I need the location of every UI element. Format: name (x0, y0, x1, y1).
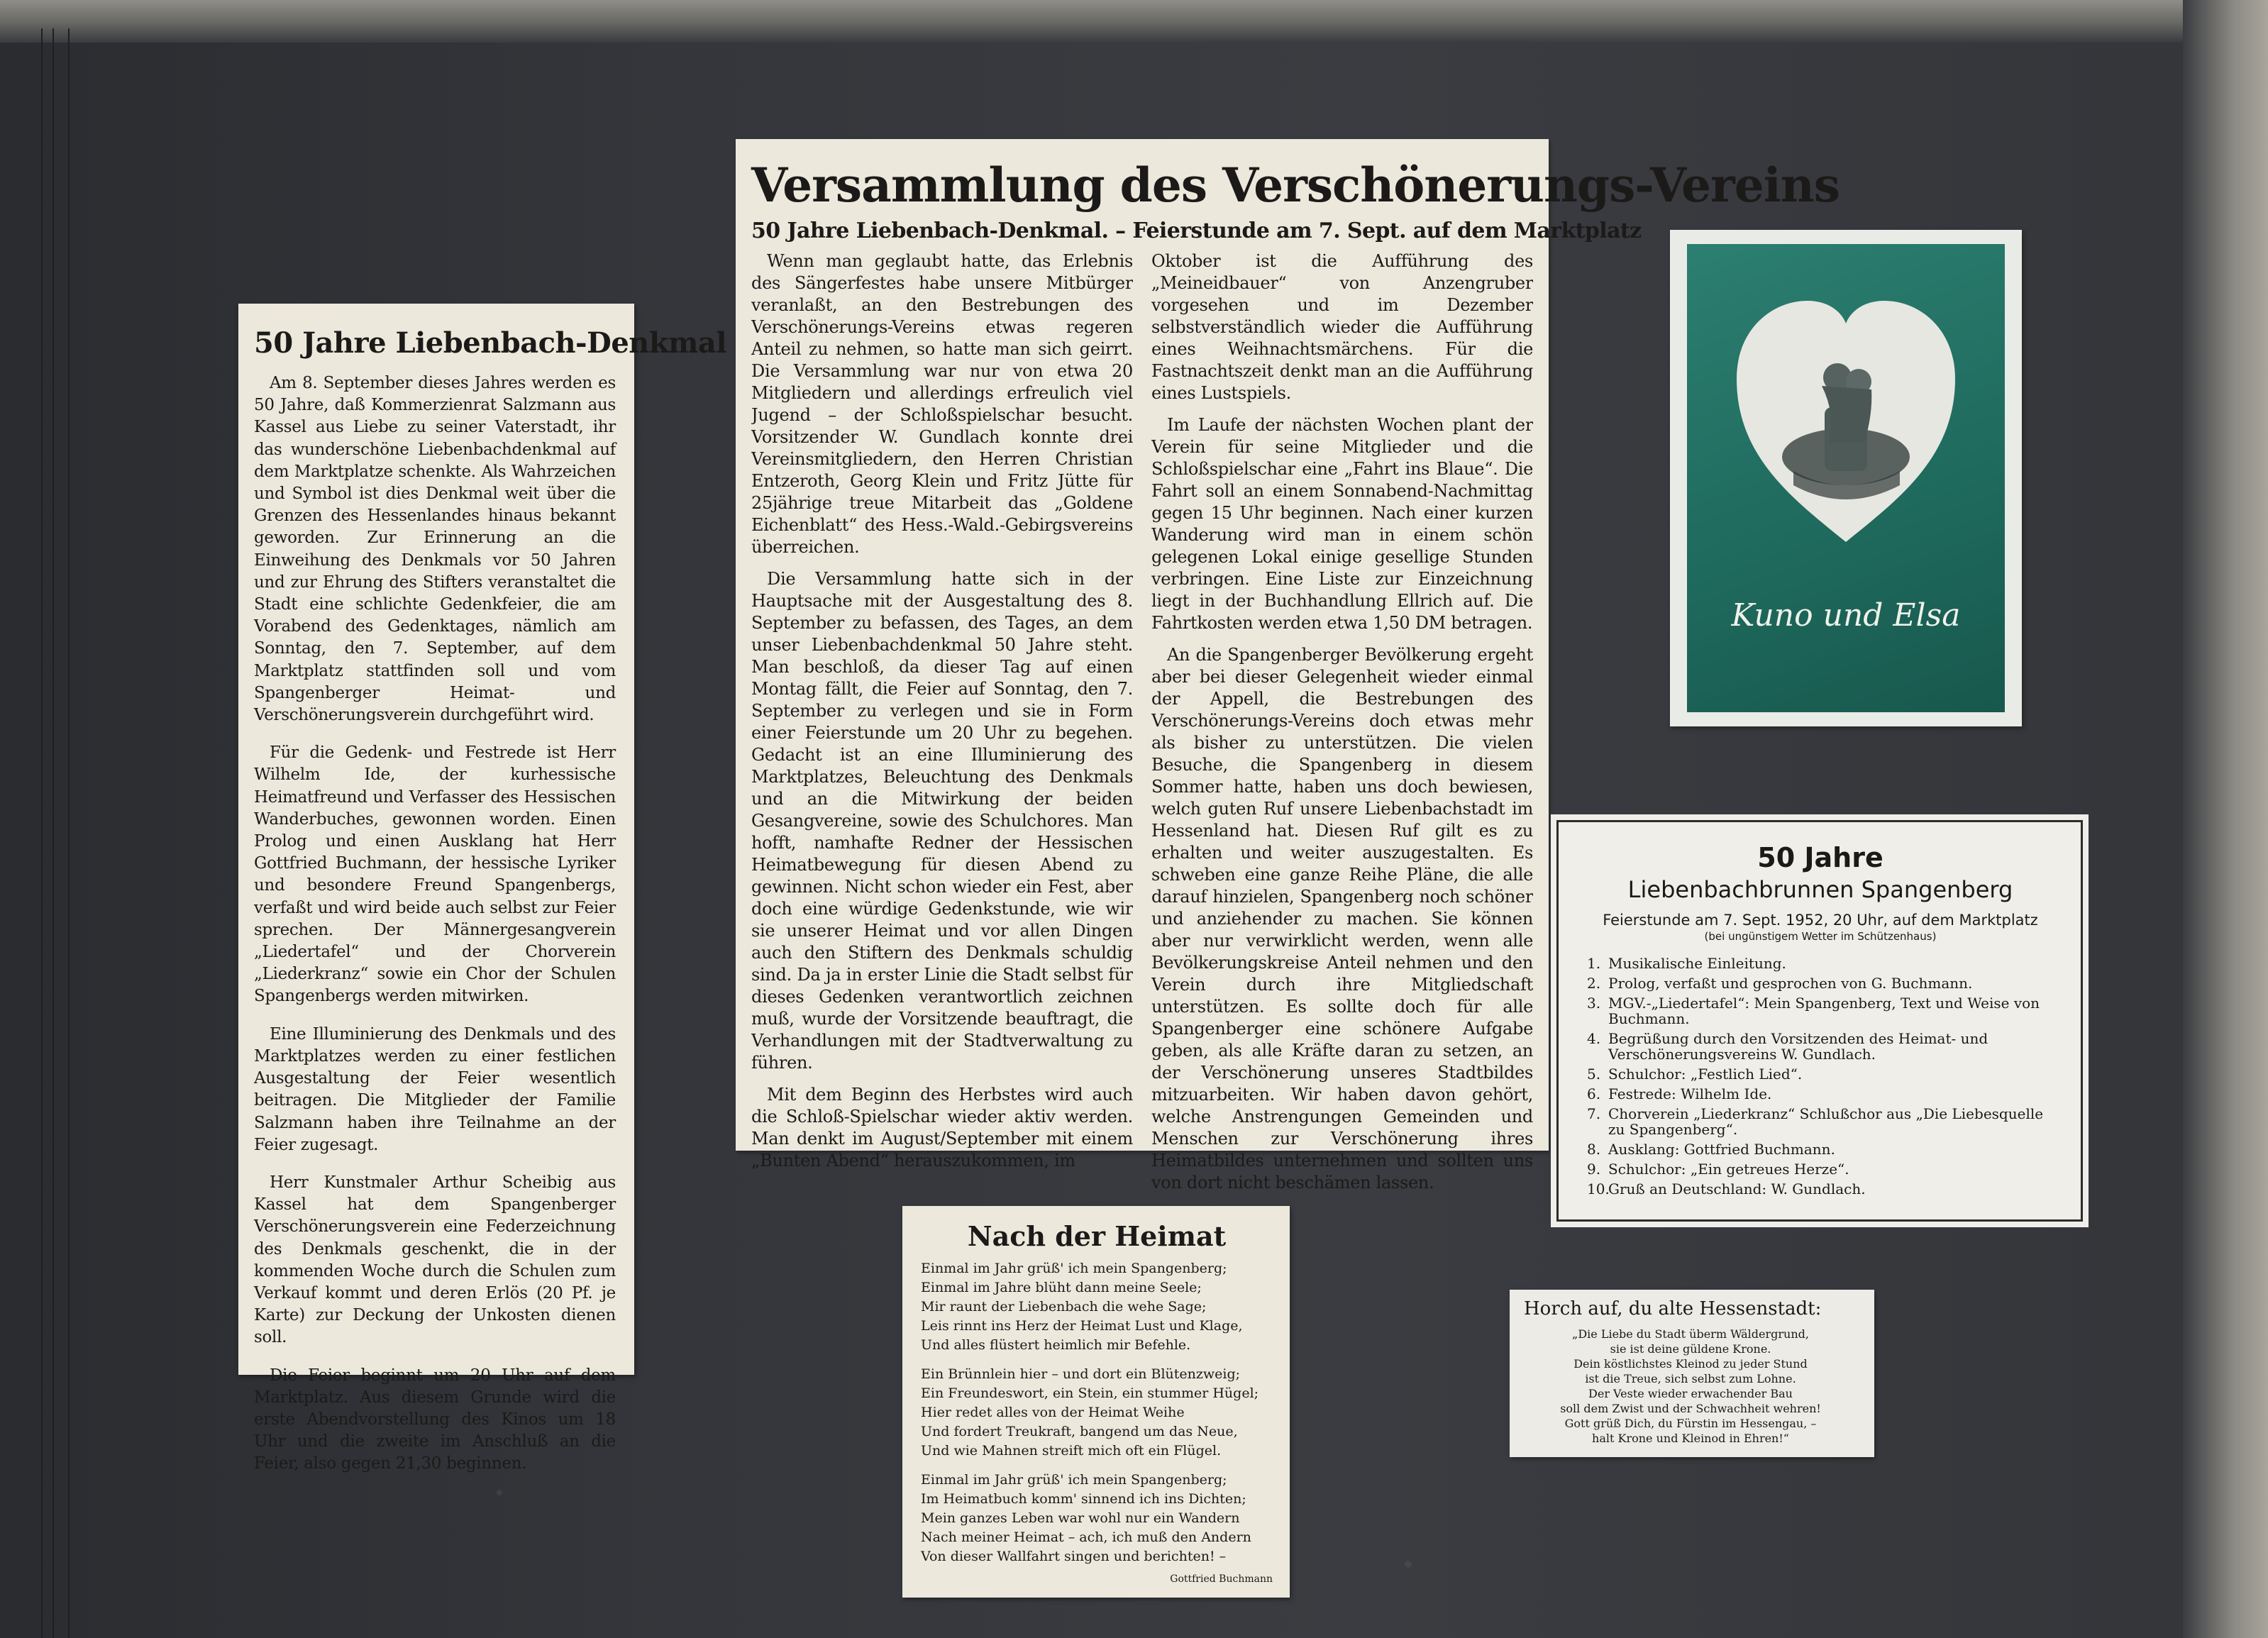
binding-line (41, 28, 43, 1638)
clipping-horch-auf (1510, 1290, 1874, 1457)
poem-line: Mein ganzes Leben war wohl nur ein Wandern (921, 1510, 1240, 1526)
verse-headline: Horch auf, du alte Hessenstadt: (1524, 1298, 1822, 1319)
poem-line: Und fordert Treukraft, bangend um das Neue, (921, 1424, 1238, 1439)
poem-line: Leis rinnt ins Herz der Heimat Lust und Klage, (921, 1318, 1243, 1334)
program-item-text: MGV.-„Liedertafel“: Mein Spangenberg, Text und Weise von Buchmann. (1608, 995, 2040, 1027)
poem-line: Und alles flüstert heimlich mir Befehle. (921, 1337, 1191, 1353)
verse-line: Gott grüß Dich, du Fürstin im Hessengau, – (1564, 1417, 1817, 1430)
program-item (1587, 995, 2054, 1026)
poem-author: Gottfried Buchmann (1170, 1573, 1273, 1585)
article-paragraph: Die Versammlung hatte sich in der Hauptsache mit der Ausgestaltung des 8. September zu befassen, des Tages, an dem unser Liebenbachdenkmal 50 Jahre steht. Man beschloß, da dieser Tag auf einen Montag fällt, die Feier auf Sonntag, den 7. September zu verlegen und sie in Form einer Feierstunde um 20 Uhr zu begehen. Gedacht ist an eine Illuminierung des Marktplatzes, Beleuchtung des Denkmals und an die Mitwirkung der beiden Gesangvereine, sowie des Schulchores. Man hofft, namhafte Redner der Hessischen Heimatbewegung für diesen Abend zu gewinnen. Nicht schon wieder ein Fest, aber doch eine würdige Gedenkstunde, wie wir sie unserer Heimat und vor allen Dingen auch den Stiftern des Denkmals schuldig sind. Da ja in erster Linie die Stadt selbst für dieses Gedenken verantwortlich zeichnen muß, wurde der Vorsitzende beauftragt, die Verhandlungen mit der Stadtverwaltung zu führen. (751, 569, 1133, 1073)
clipping-liebenbach-denkmal (238, 304, 727, 1473)
poem-line: Hier redet alles von der Heimat Weihe (921, 1405, 1185, 1420)
program-item-number: 8. (1587, 1141, 1601, 1158)
program-item-number: 4. (1587, 1030, 1601, 1047)
program-item-number: 10. (1587, 1180, 1610, 1197)
program-item (1587, 975, 2054, 991)
program-item (1587, 1181, 2054, 1197)
verse-line: Der Veste wieder erwachender Bau (1588, 1387, 1793, 1400)
program-item-number: 3. (1587, 995, 1601, 1012)
poem-line: Ein Freundeswort, ein Stein, ein stummer Hügel; (921, 1385, 1259, 1401)
verse-line: sie ist deine güldene Krone. (1610, 1342, 1771, 1356)
dust-speck (497, 1490, 502, 1495)
verse-line: „Die Liebe du Stadt überm Wäldergrund, (1572, 1327, 1809, 1341)
poem-line: Ein Brünnlein hier – und dort ein Blütenzweig; (921, 1366, 1241, 1382)
program-item-number: 5. (1587, 1066, 1601, 1083)
article-paragraph: Für die Gedenk- und Festrede ist Herr Wilhelm Ide, der kurhessische Heimatfreund und Verfasser des Hessischen Wanderbuches, gewonnen worden. Einen Prolog und einen Ausklang hat Herr Gottfried Buchmann, der hessische Lyriker und besondere Freund Spangenbergs, verfaßt und wird beide auch selbst zur Feier sprechen. Der Männergesangverein „Liedertafel“ und der Chorverein „Liederkranz“ sowie ein Chor der Schulen Spangenbergs werden mitwirken. (254, 743, 616, 1006)
poem-line: Einmal im Jahr grüß' ich mein Spangenberg; (921, 1261, 1227, 1276)
poem-line: Und wie Mahnen streift mich oft ein Flügel. (921, 1443, 1222, 1459)
program-note: (bei ungünstigem Wetter im Schützenhaus) (1704, 930, 1937, 943)
program-item-number: 1. (1587, 955, 1601, 972)
program-item-number: 9. (1587, 1161, 1601, 1178)
binding-line (68, 28, 70, 1638)
poem-line: Einmal im Jahr grüß' ich mein Spangenberg; (921, 1472, 1227, 1488)
program-item-number: 6. (1587, 1085, 1601, 1102)
article-headline: Versammlung des Verschönerungs-Vereins (751, 157, 1840, 213)
verse-line: Dein köstlichstes Kleinod zu jeder Stund (1573, 1357, 1808, 1371)
poem-stanza (921, 1365, 1273, 1461)
poem-line: Im Heimatbuch komm' sinnend ich ins Dichten; (921, 1491, 1246, 1507)
program-item-text: Gruß an Deutschland: W. Gundlach. (1608, 1180, 1866, 1197)
program-title: 50 Jahre (1757, 842, 1883, 873)
verse-line: halt Krone und Kleinod in Ehren!“ (1592, 1432, 1789, 1445)
poem-stanza (921, 1259, 1273, 1355)
poem-line: Einmal im Jahre blüht dann meine Seele; (921, 1280, 1202, 1295)
article-paragraph: Am 8. September dieses Jahres werden es 50 Jahre, daß Kommerzienrat Salzmann aus Kassel aus Liebe zu seiner Vaterstadt, ihr das wunderschöne Liebenbachdenkmal auf dem Marktplatze schenkte. Als Wahrzeichen und Symbol ist dies Denkmal weit über die Grenzen des Hessenlandes hinaus bekannt geworden. Zur Erinnerung an die Einweihung des Denkmals vor 50 Jahren und zur Ehrung des Stifters veranstaltet die Stadt eine schlichte Gedenkfeier, die am Vorabend des Gedenktages, nämlich am Sonntag, den 7. September, auf dem Marktplatz stattfinden soll und vom Spangenberger Heimat- und Verschönerungsverein durchgeführt wird. (254, 374, 616, 725)
program-item-text: Ausklang: Gottfried Buchmann. (1608, 1141, 1835, 1158)
poem-line: Nach meiner Heimat – ach, ich muß den Andern (921, 1529, 1251, 1545)
article-paragraph: Wenn man geglaubt hatte, das Erlebnis des Sängerfestes habe unsere Mitbürger veranlaßt, an den Bestrebungen des Verschönerungs-Vereins etwas regeren Anteil zu nehmen, so hatte man sich geirrt. Die Versammlung war nur von etwa 20 Mitgliedern und allerdings erfreulich viel Jugend – der Schloßspielschar besucht. Vorsitzender W. Gundlach konnte drei Vereinsmitgliedern, den Herren Christian Entzeroth, Georg Klein und Fritz Jütte für 25jährige treue Mitarbeit das „Goldene Eichenblatt“ des Hess.-Wald.-Gebirgsvereins überreichen. (751, 251, 1133, 557)
program-item-text: Begrüßung durch den Vorsitzenden des Heimat- und Verschönerungsvereins W. Gundlach. (1608, 1030, 1988, 1063)
article-paragraph: Oktober ist die Aufführung des „Meineidbauer“ von Anzengruber vorgesehen und im Dezember selbstverständlich wieder die Aufführung eines Weihnachtsmärchens. Für die Fastnachtszeit denkt man an die Aufführung eines Lustspiels. (1151, 251, 1533, 403)
program-item (1587, 1086, 2054, 1102)
program-item (1587, 1141, 2054, 1157)
program-item (1587, 1161, 2054, 1177)
poem-line: Mir raunt der Liebenbach die wehe Sage; (921, 1299, 1207, 1315)
article-column-2 (1151, 250, 1533, 1204)
program-item (1587, 1106, 2054, 1137)
article-columns (751, 250, 1533, 1204)
article-paragraph: Eine Illuminierung des Denkmals und des Marktplatzes werden zu einer festlichen Ausgestaltung der Feier wesentlich beitragen. Die Mitglieder der Familie Salzmann haben ihre Teilnahme an der Feier zugesagt. (254, 1024, 616, 1154)
article-paragraph: An die Spangenberger Bevölkerung ergeht aber bei dieser Gelegenheit wieder einmal der Appell, die Bestrebungen des Verschönerungs-Vereins doch etwas mehr als bisher zu unterstützen. Die vielen Besuche, die Spangenberg in diesem Sommer hatte, haben uns doch bewiesen, welch guten Ruf unsere Liebenbachstadt im Hessenland hat. Diesen Ruf gilt es zu erhalten und weiter auszugestalten. Es schweben eine ganze Reihe Pläne, die alle darauf hinzielen, Spangenberg noch schöner und anziehender zu machen. Sie können aber nur verwirklicht werden, wenn alle Bevölkerungskreise Anteil nehmen und den Verein durch ihre Mitgliedschaft unterstützen. Es sollte doch für alle Spangenberger eine schönere Aufgabe geben, als alle Kräfte daran zu setzen, an der Verschönerung unseres Stadtbildes mitzuarbeiten. Wir haben davon gehört, welche Anstrengungen Gemeinden und Menschen zur Verschönerung ihres Heimatbildes unternehmen und sollten uns von dort nicht beschämen lassen. (1151, 645, 1533, 1192)
clipping-poem (902, 1206, 1290, 1598)
program-item (1587, 1066, 2054, 1082)
album-top-edge (0, 0, 2268, 43)
heart-illustration (1687, 244, 2005, 712)
program-subtitle: Liebenbachbrunnen Spangenberg (1627, 876, 2013, 903)
program-item-text: Prolog, verfaßt und gesprochen von G. Buchmann. (1608, 975, 1973, 992)
article-paragraph: Die Feier beginnt um 20 Uhr auf dem Marktplatz. Aus diesem Grunde wird die erste Abendvorstellung des Kinos um 18 Uhr und die zweite im Anschluß an die Feier, also gegen 21,30 beginnen. (254, 1366, 616, 1473)
article-paragraph: Im Laufe der nächsten Wochen plant der Verein für seine Mitglieder und die Schloßspielschar eine „Fahrt ins Blaue“. Die Fahrt soll an einem Sonnabend-Nachmittag gegen 15 Uhr beginnen. Nach einer kurzen Wanderung wird man in einem schön gelegenen Lokal einige gesellige Stunden verbringen. Eine Liste zur Einzeichnung liegt in der Buchhandlung Ellrich auf. Die Fahrtkosten werden etwa 1,50 DM betragen. (1151, 415, 1533, 633)
album-right-edge (2183, 0, 2268, 1638)
program-date-line: Feierstunde am 7. Sept. 1952, 20 Uhr, auf dem Marktplatz (1603, 912, 2038, 929)
verse-line: ist die Treue, sich selbst zum Lohne. (1585, 1372, 1796, 1385)
binding-line (52, 28, 54, 1638)
program-item (1587, 1031, 2054, 1062)
dust-speck (1405, 1561, 1412, 1568)
postcard-caption: Kuno und Elsa (1731, 597, 1961, 633)
poem-line: Von dieser Wallfahrt singen und berichten! – (921, 1549, 1227, 1564)
article-subhead: 50 Jahre Liebenbach-Denkmal. – Feierstunde am 7. Sept. auf dem Marktplatz (751, 218, 1642, 243)
program-list (1587, 956, 2054, 1197)
program-item-text: Musikalische Einleitung. (1608, 955, 1786, 972)
article-column-1 (751, 250, 1133, 1204)
program-item-text: Schulchor: „Ein getreues Herze“. (1608, 1161, 1849, 1178)
verse-line: soll dem Zwist und der Schwachheit wehren! (1560, 1402, 1821, 1415)
program-item-number: 2. (1587, 975, 1601, 992)
verse-block (1524, 1327, 1857, 1446)
program-item-text: Chorverein „Liederkranz“ Schlußchor aus „Die Liebesquelle zu Spangenberg“. (1608, 1105, 2044, 1138)
article-headline: 50 Jahre Liebenbach-Denkmal (254, 326, 727, 360)
program-item (1587, 956, 2054, 971)
program-item-text: Schulchor: „Festlich Lied“. (1608, 1066, 1803, 1083)
poem-stanza (921, 1471, 1273, 1566)
program-item-text: Festrede: Wilhelm Ide. (1608, 1085, 1772, 1102)
program-item-number: 7. (1587, 1105, 1601, 1122)
article-paragraph: Herr Kunstmaler Arthur Scheibig aus Kassel hat dem Spangenberger Verschönerungsverein eine Federzeichnung des Denkmals geschenkt, die in der kommenden Woche durch die Schulen zum Verkauf kommt und deren Erlös (20 Pf. je Karte) zur Deckung der Unkosten dienen soll. (254, 1173, 616, 1347)
article-paragraph: Mit dem Beginn des Herbstes wird auch die Schloß-Spielschar wieder aktiv werden. Man denkt im August/September mit einem „Bunten Abend“ herauszukommen, im (751, 1085, 1133, 1171)
poem-title: Nach der Heimat (967, 1220, 1227, 1252)
postcard-kuno-und-elsa (1687, 244, 2005, 712)
clipping-program (1556, 820, 2083, 1222)
